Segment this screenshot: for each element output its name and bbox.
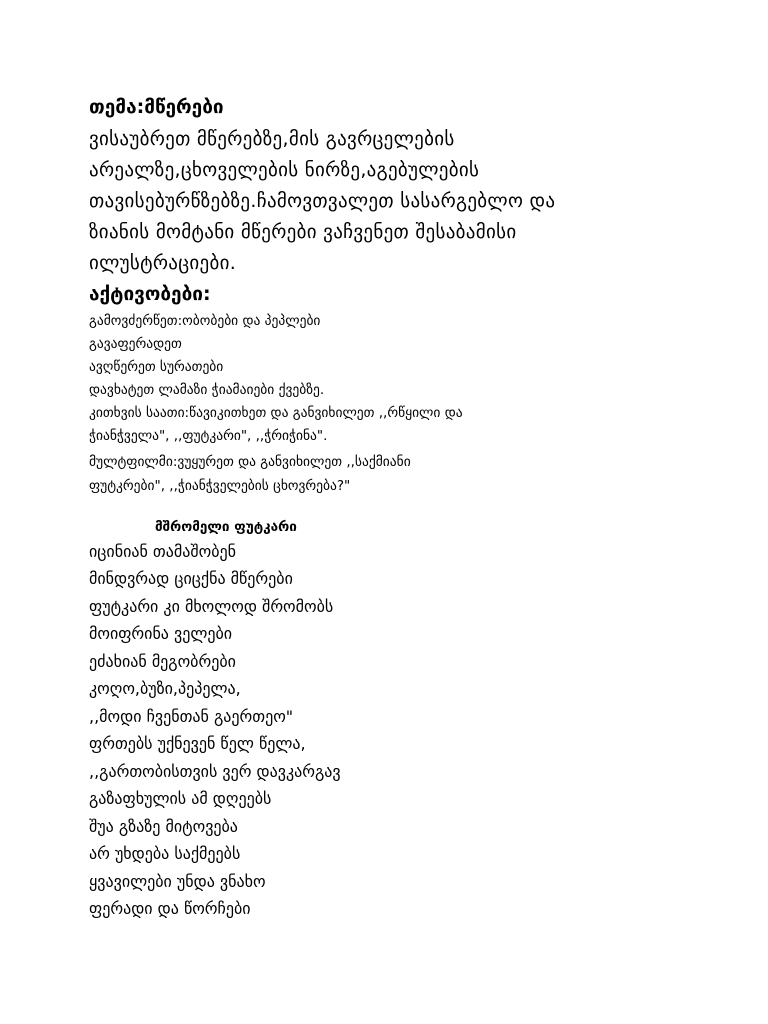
poem-line: იცინიან თამაშობენ <box>89 542 236 561</box>
poem-line: მინდვრად ციცქნა მწერები <box>89 569 293 588</box>
poem-line: შუა გზაზე მიტოვება <box>89 817 238 836</box>
topic-paragraph-line: თავისებურწზებზე.ჩამოვთვალეთ სასარგებლო და <box>89 190 556 212</box>
activity-item: კითხვის საათი:წავიკითხეთ და განვიხილეთ ,,რწყილი და <box>89 405 463 421</box>
topic-paragraph-line: ვისაუბრეთ მწერებზე,მის გავრცელების <box>89 128 455 150</box>
topic-paragraph-line: ილუსტრაციები. <box>89 252 237 274</box>
topic-title: თემა:მწერები <box>89 96 224 118</box>
poem-line: ფრთებს უქნევენ წელ წელა, <box>89 734 306 753</box>
poem-line: ,,მოდი ჩვენთან გაერთეო" <box>89 707 294 726</box>
poem-title: მშრომელი ფუტკარი <box>155 519 297 535</box>
poem-line: არ უხდება საქმეებს <box>89 844 241 863</box>
activity-item: დავხატეთ ლამაზი ჭიამაიები ქვებზე. <box>89 382 325 398</box>
topic-paragraph-line: არეალზე,ცხოველების ნირზე,აგებულების <box>89 159 480 181</box>
poem-line: ფერადი და წორჩები <box>89 899 251 918</box>
poem-line: კოღო,ბუზი,პეპელა, <box>89 679 241 698</box>
topic-paragraph-line: ზიანის მომტანი მწერები ვაჩვენეთ შესაბამისი <box>89 221 517 243</box>
poem-line: მოიფრინა ველები <box>89 624 233 643</box>
poem-line: ,,გართობისთვის ვერ დავკარგავ <box>89 762 341 781</box>
poem-line: ყვავილები უნდა ვნახო <box>89 872 266 891</box>
activities-title: აქტივობები: <box>89 283 211 305</box>
activity-item: მულტფილმი:ვუყურეთ და განვიხილეთ ,,საქმიანი <box>89 454 411 470</box>
poem-line: გაზაფხულის ამ დღეებს <box>89 789 272 808</box>
activity-item: გავაფერადეთ <box>89 336 182 352</box>
activity-item: ფუტკრები", ,,ჭიანჭველების ცხოვრება?" <box>89 478 351 494</box>
activity-item: ჭიანჭველა", ,,ფუტკარი", ,,ჭრიჭინა". <box>89 428 328 444</box>
activity-item: გამოვძერწეთ:ობობები და პეპლები <box>89 313 321 329</box>
poem-line: ეძახიან მეგობრები <box>89 652 236 671</box>
activity-item: ავღწერეთ სურათები <box>89 359 224 375</box>
poem-line: ფუტკარი კი მხოლოდ შრომობს <box>89 597 334 616</box>
